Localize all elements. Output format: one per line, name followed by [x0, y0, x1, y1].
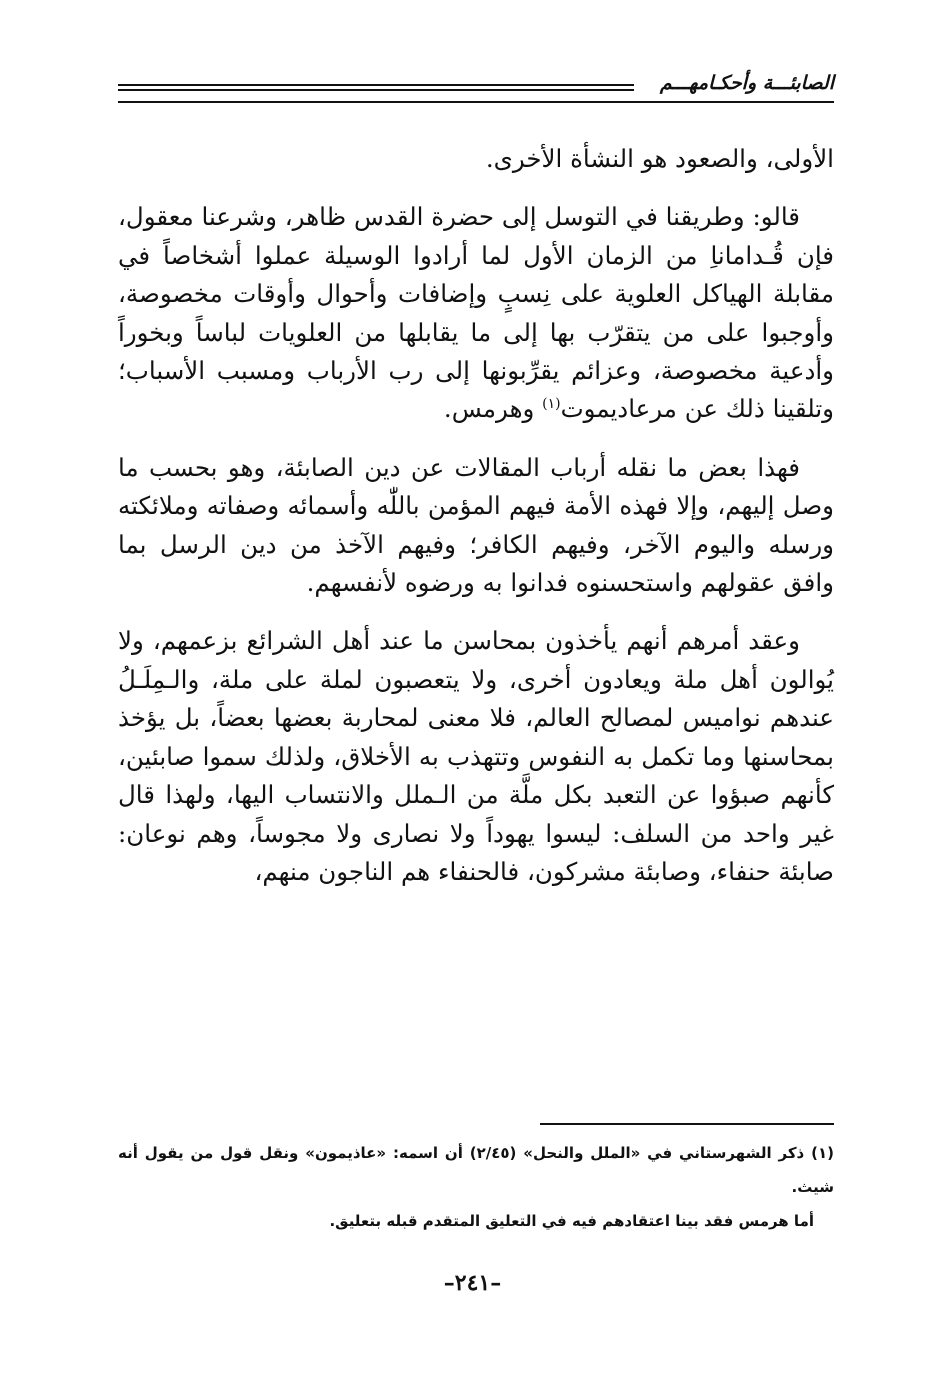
- footnotes: [118, 1136, 834, 1238]
- page-number: –٢٤١–: [443, 1270, 502, 1296]
- paragraph-3: فهذا بعض ما نقله أرباب المقالات عن دين الصابئة، وهو بحسب ما وصل إليهم، وإلا فهذه الأمة فيهم المؤمن باللّٰه وأسمائه وصفاته وملائكته ورسله واليوم الآخر، وفيهم الكافر؛ وفيهم الآخذ من دين الرسل بما وافق عقولهم واستحسنوه فدانوا به ورضوه لأنفسهم.: [118, 452, 834, 598]
- footnote-separator: [540, 1123, 834, 1125]
- header-rule-top: [118, 84, 634, 86]
- main-text: [118, 140, 834, 891]
- paragraph-2-text: قالو: وطريقنا في التوسل إلى حضرة القدس ظاهر، وشرعنا معقول، فإن قُـداماناِ من الزمان الأول لما أرادوا الوسيلة عملوا أشخاصاً في مقابلة الهياكل العلوية على نِسبٍ وإضافات وأحوال وأوقات مخصوصة، وأوجبوا على من يتقرّب بها إلى ما يقابلها من العلويات لباساً وبخوراً وأدعية مخصوصة، وعزائم يقرِّبونها إلى رب الأرباب ومسبب الأسباب؛ وتلقينا ذلك عن مرعاديموت: [118, 202, 834, 424]
- paragraph-1: الأولى، والصعود هو النشأة الأخرى.: [485, 144, 834, 173]
- header-title: الصابئـــة وأحكـامهـــم: [659, 72, 834, 94]
- paragraph-2: [118, 198, 834, 428]
- header-rule-full: [118, 101, 834, 103]
- paragraph-4: وعقد أمرهم أنهم يأخذون بمحاسن ما عند أهل الشرائع بزعمهم، ولا يُوالون أهل ملة ويعادون أخرى، ولا يتعصبون لملة على ملة، والـمِلَـلُ عندهم نواميس لمصالح العالم، فلا معنى لمحاربة بعضها بعضاً، بل يؤخذ بمحاسنها وما تكمل به النفوس وتتهذب به الأخلاق، ولذلك سموا صابئين، كأنهم صبؤوا عن التعبد بكل ملَّة من الـملل والانتساب اليها، ولهذا قال غير واحد من السلف: ليسوا يهوداً ولا نصارى ولا مجوساً، وهم نوعان: صابئة حنفاء، وصابئة مشركون، فالحنفاء هم الناجون منهم،: [118, 626, 834, 886]
- footnote-1-line-1: (١) ذكر الشهرستاني في «الملل والنحل» (٢/٤٥) أن اسمه: «عاذيمون» ونقل قول من يقول أنه شيث.: [118, 1144, 835, 1196]
- header-rule-middle: [118, 89, 634, 91]
- footnote-1-line-2: أما هرمس فقد بينا اعتقادهم فيه في التعليق المتقدم قبله بتعليق.: [329, 1212, 814, 1230]
- running-header: [118, 74, 834, 104]
- paragraph-2-tail: وهرمس.: [443, 394, 543, 424]
- footnote-ref-1[interactable]: (١): [542, 396, 561, 413]
